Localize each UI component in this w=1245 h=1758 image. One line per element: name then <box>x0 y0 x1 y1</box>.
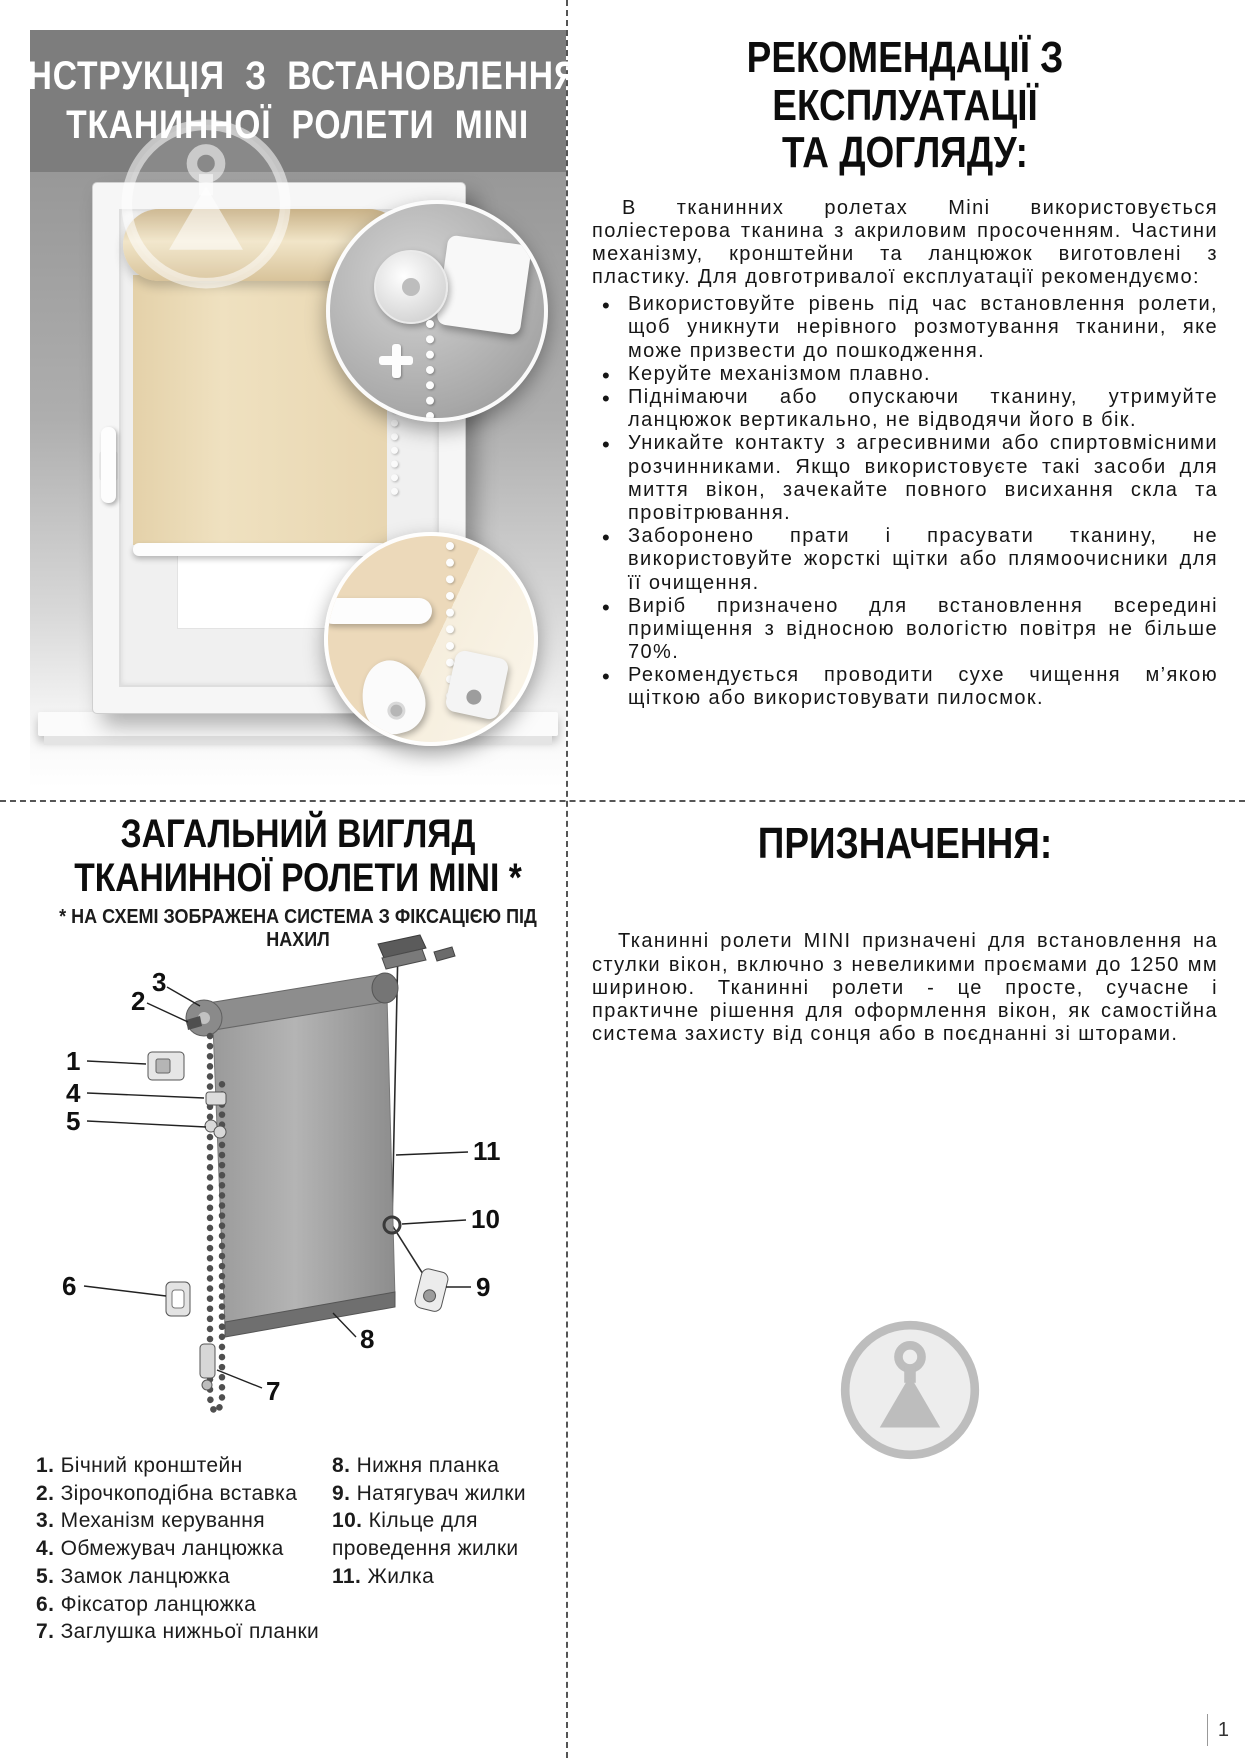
care-title-line2: ТА ДОГЛЯДУ: <box>782 128 1028 178</box>
overview-title-line1: ЗАГАЛЬНИЙ ВИГЛЯД <box>120 812 476 856</box>
diagram-label-11: 11 <box>473 1136 501 1166</box>
diagram-cord-tensioner <box>414 1267 450 1312</box>
bottom-detail-callout <box>324 532 538 746</box>
purpose-section <box>592 820 1218 1046</box>
diagram-label-6: 6 <box>62 1271 77 1301</box>
care-bullet: • Заборонено прати і прасувати тканину, не використовуйте жорсткі щітки або плямоочисники для її очищення. <box>592 525 1218 595</box>
bottom-bar-endcap <box>324 598 432 624</box>
brand-watermark-icon <box>118 116 294 292</box>
parts-legend <box>36 1452 560 1646</box>
legend-item <box>36 1563 332 1591</box>
roller-blind-bottom-bar <box>133 543 387 556</box>
legend-label: Зірочкоподібна вставка <box>60 1481 298 1505</box>
legend-item <box>36 1535 332 1563</box>
window-photo <box>30 172 566 788</box>
windowsill-edge <box>44 736 552 745</box>
diagram-label-2: 2 <box>131 986 146 1016</box>
care-bullet: • Уникайте контакту з агресивними або спиртовмісними розчинниками. Якщо використовуєте такі засоби для миття вікон, зачекайте повного висихання скла та провітрювання. <box>592 432 1218 525</box>
legend-label: Заглушка нижньої планки <box>60 1620 320 1644</box>
diagram-chain-fixator <box>166 1282 190 1316</box>
diagram-label-3: 3 <box>152 967 167 997</box>
diagram-side-bracket <box>148 1052 184 1080</box>
legend-number: 3. <box>36 1509 55 1533</box>
diagram-chain-limiter <box>206 1092 226 1105</box>
legend-label: Нижня планка <box>356 1454 500 1477</box>
diagram-top-bracket <box>378 935 455 969</box>
legend-number: 2. <box>36 1481 55 1505</box>
legend-item <box>36 1591 332 1619</box>
legend-number: 6. <box>36 1592 55 1616</box>
care-bullet: • Піднімаючи або опускаючи тканину, утримуйте ланцюжок вертикально, не відводячи його в бік. <box>592 386 1218 432</box>
legend-number: 8. <box>332 1454 351 1477</box>
care-title <box>592 34 1218 177</box>
legend-label: Обмежувач ланцюжка <box>60 1537 284 1561</box>
legend-item <box>36 1480 332 1508</box>
diagram-endcap <box>200 1344 215 1390</box>
legend-number: 10. <box>332 1509 363 1533</box>
legend-number: 1. <box>36 1454 55 1477</box>
tensioner-screw <box>465 688 483 706</box>
chain-tensioner <box>444 649 510 721</box>
window-handle <box>101 427 116 503</box>
vertical-dashed-divider <box>566 0 568 1758</box>
legend-label: Кільце для проведення жилки <box>332 1509 519 1561</box>
star-insert-pin-arm <box>379 356 413 365</box>
overview-title-line2: ТКАНИННОЇ РОЛЕТИ MINI * <box>74 856 522 900</box>
detail-bead-chain <box>426 320 434 420</box>
care-bullet: • Виріб призначено для встановлення всередині приміщення з відносною вологістю повітря не більше 70%. <box>592 595 1218 665</box>
mechanism-detail-callout <box>326 200 548 422</box>
diagram-label-4: 4 <box>66 1078 81 1108</box>
legend-label: Бічний кронштейн <box>60 1454 243 1477</box>
care-title-line1: РЕКОМЕНДАЦІЇ З ЕКСПЛУАТАЦІЇ <box>746 33 1064 130</box>
legend-column-left <box>36 1452 332 1646</box>
overview-subtitle: * НА СХЕМІ ЗОБРАЖЕНА СИСТЕМА З ФІКСАЦІЄЮ ПІД НАХИЛ <box>59 906 537 951</box>
purpose-text: Тканинні ролети MINI призначені для встановлення на стулки вікон, включно з невеликими проємами до 1250 мм шириною. Тканинні ролети - це просте, сучасне і практичне рішення для оформлення вікон, як самостійна система захисту від сонця або в поєднанні зі шторами. <box>592 930 1218 1046</box>
horizontal-dashed-divider <box>0 800 1245 802</box>
legend-label: Натягувач жилки <box>356 1481 526 1505</box>
mounting-bracket-plate <box>436 235 532 336</box>
legend-label: Жилка <box>367 1564 435 1588</box>
legend-number: 5. <box>36 1564 55 1588</box>
brand-watermark-icon-bottom <box>838 1318 982 1462</box>
install-title-line1: ІНСТРУКЦІЯ З ВСТАНОВЛЕННЯ <box>17 53 579 98</box>
legend-number: 11. <box>332 1564 362 1588</box>
diagram-label-10: 10 <box>471 1204 500 1234</box>
purpose-title <box>592 820 1218 868</box>
legend-label: Механізм керування <box>60 1509 266 1533</box>
care-section <box>592 34 1218 711</box>
care-bullet-list <box>592 293 1218 710</box>
legend-label: Замок ланцюжка <box>60 1564 231 1588</box>
diagram-label-8: 8 <box>360 1324 375 1354</box>
care-bullet: • Рекомендується проводити сухе чищення м’якою щіткою або використовувати пилосмок. <box>592 664 1218 710</box>
legend-item <box>36 1452 332 1480</box>
legend-item <box>332 1563 560 1591</box>
diagram-label-9: 9 <box>476 1272 491 1302</box>
clutch-mechanism <box>374 250 448 324</box>
diagram-label-1: 1 <box>66 1046 81 1076</box>
fixator-screw <box>385 700 407 722</box>
legend-item <box>36 1507 332 1535</box>
diagram-label-5: 5 <box>66 1106 81 1136</box>
roller-blind-diagram <box>30 930 566 1440</box>
legend-column-right <box>332 1452 560 1646</box>
legend-item <box>332 1452 560 1480</box>
install-header <box>17 30 579 172</box>
legend-number: 4. <box>36 1537 55 1561</box>
legend-number: 7. <box>36 1620 55 1644</box>
legend-item <box>332 1480 560 1508</box>
legend-number: 9. <box>332 1481 351 1505</box>
legend-item <box>332 1507 560 1562</box>
diagram-fabric <box>213 996 395 1328</box>
care-bullet: • Керуйте механізмом плавно. <box>592 363 1218 386</box>
install-title-line2: ТКАНИННОЇ РОЛЕТИ MINI <box>66 103 530 147</box>
legend-label: Фіксатор ланцюжка <box>60 1592 257 1616</box>
legend-item <box>36 1618 332 1646</box>
page-number: 1 <box>1207 1714 1229 1746</box>
care-intro: В тканинних ролетах Mini використовується поліестерова тканина з акриловим просоченням. Частини механізму, кронштейни та ланцюжок виготовлені з пластику. Для довготривалої експлуатації рекомендуємо: <box>592 196 1218 289</box>
diagram-label-7: 7 <box>266 1376 281 1406</box>
care-bullet: • Використовуйте рівень під час встановлення ролети, щоб уникнути нерівного розмотування тканини, яке може призвести до пошкодження. <box>592 293 1218 363</box>
clutch-hub <box>402 278 420 296</box>
purpose-title-text: ПРИЗНАЧЕННЯ: <box>757 819 1053 868</box>
